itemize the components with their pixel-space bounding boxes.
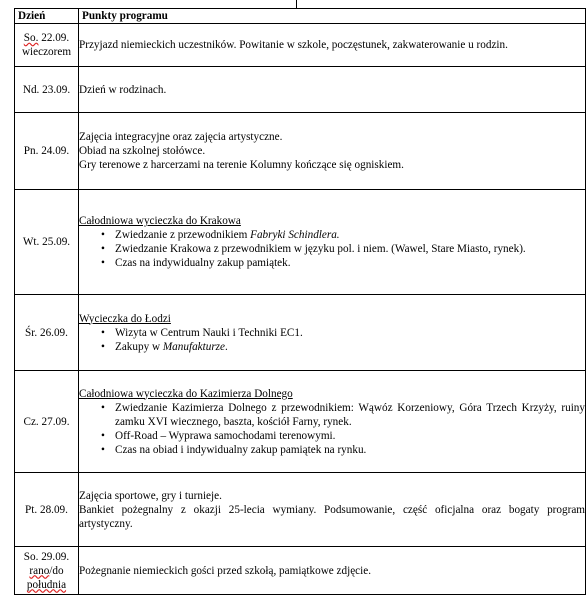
day-cell: Pt. 28.09. [15,473,79,547]
program-text: Przyjazd niemieckich uczestników. Powitanie w szkole, poczęstunek, zakwaterowanie u rodzin. [79,39,508,51]
table-row [15,113,586,190]
page-divider-mark [296,0,297,8]
list-item: • Czas na obiad i indywidualny zakup pamiątek na rynku. [115,443,585,457]
list-item: • Czas na indywidualny zakup pamiątek. [115,256,585,270]
program-text: Dzień w rodzinach. [79,83,167,96]
program-line: Gry terenowe z harcerzami na terenie Kolumny kończące się ogniskiem. [79,159,404,171]
table-row [15,473,586,547]
table-row [15,295,586,371]
table-header-row [15,9,586,24]
list-item: • Wizyta w Centrum Nauki i Techniki EC1. [115,326,585,340]
program-text: Pożegnanie niemieckich gości przed szkołą, pamiątkowe zdjęcie. [79,564,372,577]
list-item: • Zwiedzanie Kazimierza Dolnego z przewodnikiem: Wąwóz Korzeniowy, Góra Trzech Krzyży, ruiny zamku XVI wiecznego, baszta, kościół Farny, rynek. [115,401,585,429]
program-cell [79,190,586,295]
day-time: południa [26,578,67,591]
day-cell: Wt. 25.09. [15,190,79,295]
program-cell [79,295,586,371]
program-line: Obiad na szkolnej stołówce. [79,145,206,157]
program-title: Całodniowa wycieczka do Krakowa [79,215,241,227]
program-cell [79,113,586,190]
table-row [15,547,586,595]
day-cell: So. 29.09. rano/do południa [15,547,79,595]
list-item: • Zakupy w Manufakturze. [115,340,585,354]
day-cell: Pn. 24.09. [15,113,79,190]
day-date: 22.09. [41,32,70,44]
day-cell [15,24,79,67]
table-row [15,371,586,473]
program-title: Wycieczka do Łodzi [79,312,171,325]
day-time: wieczorem [21,46,72,58]
header-day: Dzień [15,9,79,24]
program-cell [79,547,586,595]
program-cell [79,473,586,547]
day-cell: Nd. 23.09. [15,67,79,113]
table-row [15,67,586,113]
program-line: Zajęcia integracyjne oraz zajęcia artystyczne. [79,131,283,143]
list-item: • Zwiedzanie z przewodnikiem Fabryki Schindlera. [115,228,585,242]
day-date: So. 29.09. [23,550,70,563]
program-cell [79,24,586,67]
day-cell: Cz. 27.09. [15,371,79,473]
header-program: Punkty programu [79,9,586,24]
program-line: Bankiet pożegnalny z okazji 25-lecia wymiany. Podsumowanie, część oficjalna oraz bogaty program artystyczny. [79,503,585,530]
list-item: • Zwiedzanie Krakowa z przewodnikiem w języku pol. i niem. (Wawel, Stare Miasto, rynek). [115,242,585,256]
day-abbrev: So. [23,32,39,44]
program-bullet-list [79,326,585,354]
program-cell [79,67,586,113]
program-bullet-list [79,401,585,457]
program-line: Zajęcia sportowe, gry i turnieje. [79,489,222,502]
program-title: Całodniowa wycieczka do Kazimierza Dolnego [79,387,293,400]
program-table [14,8,586,595]
day-cell: Śr. 26.09. [15,295,79,371]
table-row [15,24,586,67]
program-bullet-list [79,228,585,270]
list-item: • Off-Road – Wyprawa samochodami terenowymi. [115,429,585,443]
table-row [15,190,586,295]
program-cell [79,371,586,473]
day-time: rano [29,564,50,577]
